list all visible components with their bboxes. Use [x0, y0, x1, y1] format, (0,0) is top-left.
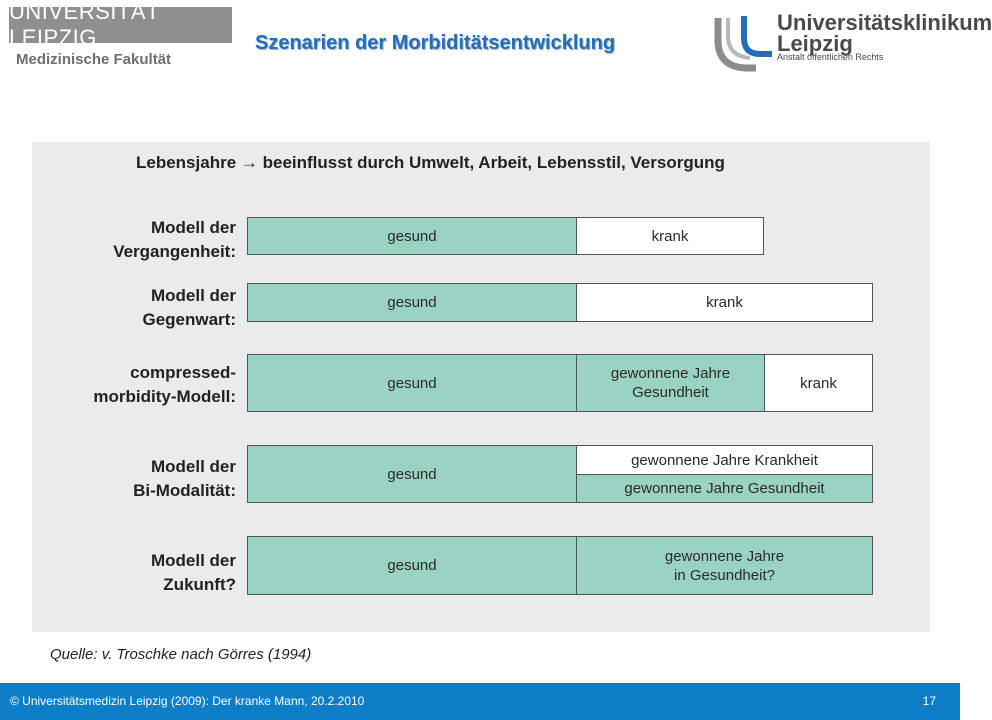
segment-sick: krank — [576, 217, 764, 255]
footer-bar — [0, 683, 960, 720]
segment-gained-years-health: gewonnene Jahre Gesundheit — [576, 474, 873, 503]
clinic-name — [777, 12, 992, 54]
row-label-bimodality — [133, 455, 236, 503]
source-citation: Quelle: v. Troschke nach Görres (1994) — [50, 646, 312, 663]
university-logo — [9, 0, 232, 50]
segment-gained-years-illness: gewonnene Jahre Krankheit — [576, 445, 873, 475]
row-label-line2: Gegenwart: — [142, 310, 236, 329]
page-number: 17 — [922, 694, 936, 708]
row-label-line1: Modell der — [150, 457, 236, 476]
right-arrow-icon: → — [240, 153, 258, 172]
row-label-line2: Vergangenheit: — [113, 242, 236, 261]
slide-title: Szenarien der Morbiditätsentwicklung — [255, 32, 616, 54]
clinic-name-line2: Leipzig — [777, 31, 853, 56]
row-label-past — [113, 216, 236, 264]
row-label-present — [142, 284, 236, 332]
segment-healthy: gesund — [247, 354, 577, 412]
row-label-line2: Zukunft? — [163, 575, 236, 594]
clinic-name-line1: Universitätsklinikum — [777, 10, 992, 35]
row-label-line2: morbidity-Modell: — [93, 387, 236, 406]
segment-healthy: gesund — [247, 445, 577, 503]
segment-gained-years-health-question — [576, 536, 873, 595]
segment-healthy: gesund — [247, 536, 577, 595]
segment-text-line2: in Gesundheit? — [674, 566, 775, 584]
segment-sick: krank — [764, 354, 873, 412]
footer-copyright: © Universitätsmedizin Leipzig (2009): Der kranke Mann, 20.2.2010 — [10, 694, 365, 708]
row-label-future — [151, 549, 236, 597]
row-label-line1: Modell der — [150, 286, 236, 305]
clinic-tagline: Anstalt öffentlichen Rechts — [777, 52, 884, 62]
segment-healthy: gesund — [247, 217, 577, 255]
segment-gained-years-health — [576, 354, 765, 412]
segment-text-line1: gewonnene Jahre — [610, 365, 731, 382]
segment-healthy: gesund — [247, 283, 577, 322]
diagram-headline — [136, 153, 725, 173]
row-label-line1: compressed- — [130, 363, 236, 382]
university-logo-text: UNIVERSITÄT LEIPZIG — [9, 0, 160, 50]
headline-rest: beeinflusst durch Umwelt, Arbeit, Lebensstil, Versorgung — [262, 153, 725, 172]
segment-text-line1: gewonnene Jahre — [664, 547, 785, 565]
row-label-line1: Modell der — [150, 218, 236, 237]
segment-text-line2: Gesundheit — [632, 384, 709, 401]
row-label-compressed-morbidity — [93, 361, 236, 409]
segment-sick: krank — [576, 283, 873, 322]
row-label-line2: Bi-Modalität: — [133, 481, 236, 500]
headline-start: Lebensjahre — [136, 153, 237, 172]
faculty-name: Medizinische Fakultät — [16, 51, 172, 68]
row-label-line1: Modell der — [150, 551, 236, 570]
clinic-logo-mark-icon — [714, 10, 776, 74]
